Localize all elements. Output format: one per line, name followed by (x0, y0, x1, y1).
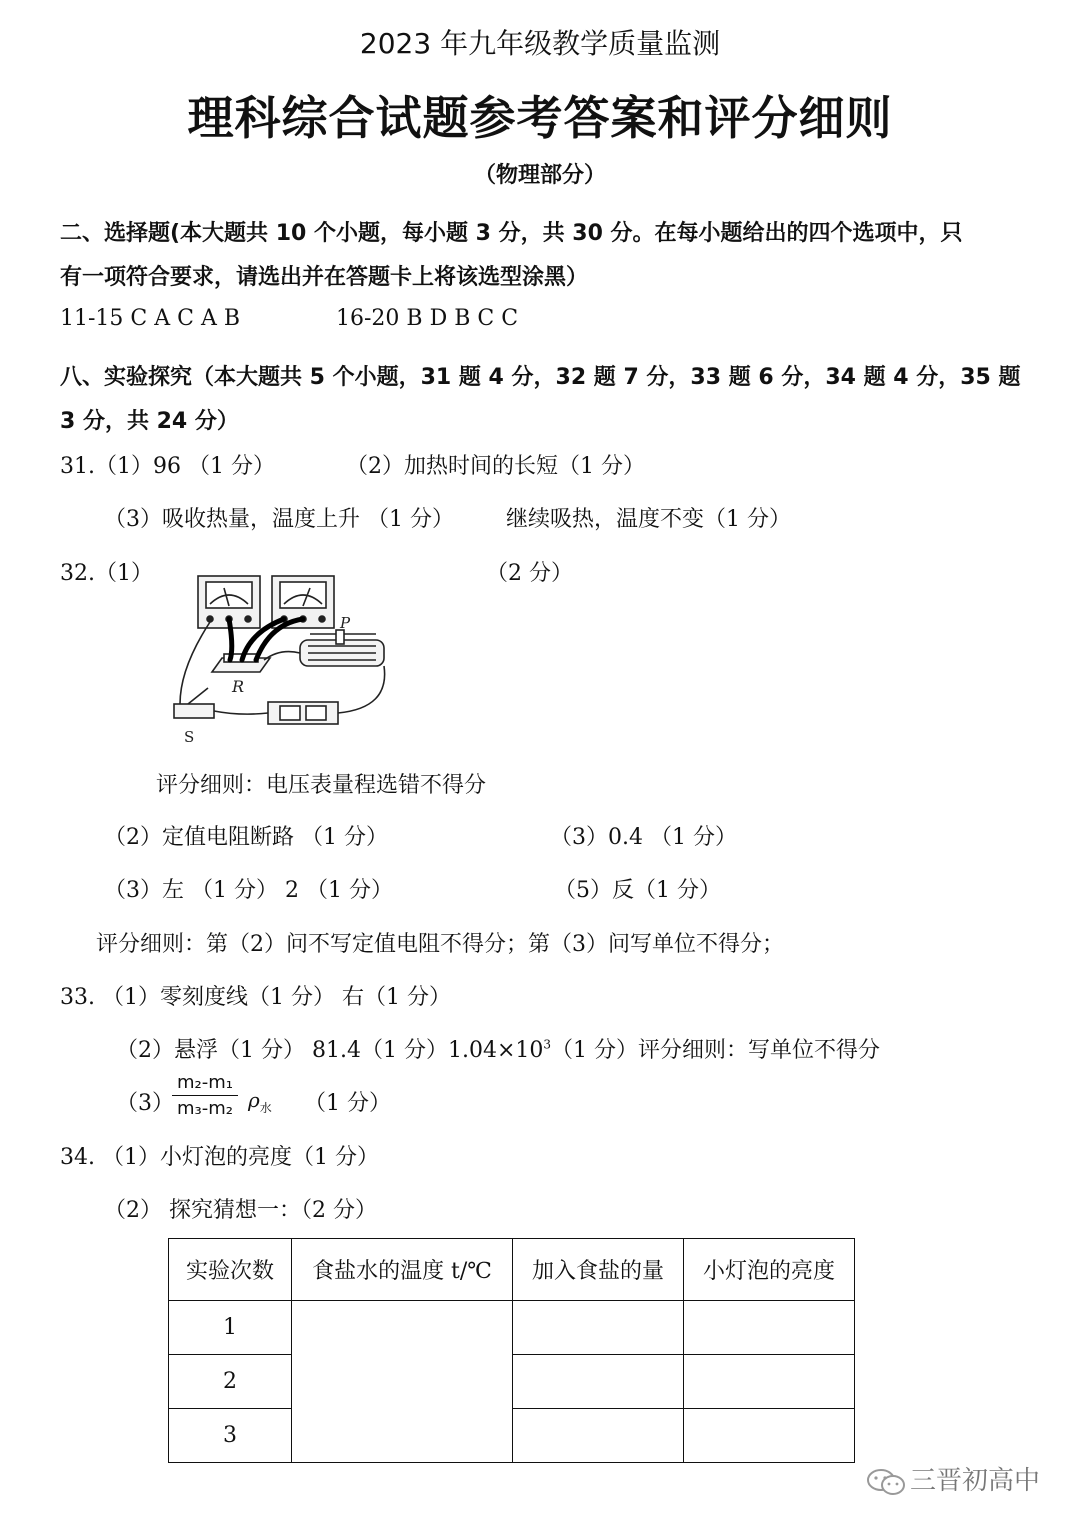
watermark-text: 三晋初高中 (910, 1466, 1041, 1496)
rho-subscript: 水 (259, 1101, 272, 1115)
q33-exponent: 3 (543, 1037, 552, 1052)
q33-answer-2-tail: （1 分）评分细则：写单位不得分 (551, 1038, 881, 1063)
label-s: S (184, 728, 195, 746)
q33-answer-1: 33. （1）零刻度线（1 分） 右（1 分） (60, 985, 451, 1010)
rho-symbol: ρ (248, 1088, 260, 1112)
section-8-heading-line1: 八、实验探究（本大题共 5 个小题，31 题 4 分，32 题 7 分，33 题 6 分，34 题 4 分，35 题 (60, 365, 1021, 390)
q31-answer-4: 继续吸热，温度不变（1 分） (506, 507, 791, 532)
q31-answer-1: 31.（1）96 （1 分） (60, 454, 275, 479)
table-cell (684, 1301, 855, 1355)
q34-answer-1: 34. （1）小灯泡的亮度（1 分） (60, 1145, 379, 1170)
circuit-diagram (160, 568, 416, 748)
rho-water (248, 1088, 272, 1116)
q32-answer-3: （3）0.4 （1 分） (550, 825, 737, 850)
table-cell (513, 1355, 684, 1409)
section-8-heading-line2: 3 分，共 24 分） (60, 409, 239, 434)
table-cell (684, 1409, 855, 1463)
q32-number: 32.（1） (60, 561, 153, 586)
fraction-numerator: m₂-m₁ (172, 1072, 238, 1096)
q32-answer-5: （5）反（1 分） (554, 878, 721, 903)
switch (174, 704, 214, 718)
density-fraction (172, 1072, 238, 1119)
q33-answer-2 (116, 1033, 880, 1064)
watermark (866, 1460, 1040, 1497)
answers-16-20: 16-20 B D B C C (336, 306, 519, 331)
wechat-icon (866, 1467, 906, 1497)
experiment-table (168, 1238, 855, 1463)
page-title: 理科综合试题参考答案和评分细则 (187, 91, 893, 145)
table-cell-trial: 2 (169, 1355, 292, 1409)
table-cell (513, 1301, 684, 1355)
table-header-cell: 食盐水的温度 t/℃ (292, 1239, 513, 1301)
answer-wire-1 (229, 619, 232, 660)
q33-answer-3-prefix: （3） (116, 1091, 174, 1116)
q33-answer-2-main: （2）悬浮（1 分） 81.4（1 分）1.04×10 (116, 1038, 544, 1063)
table-header-cell: 小灯泡的亮度 (684, 1239, 855, 1301)
table-row (169, 1301, 855, 1355)
q32-note-2: 评分细则：第（2）问不写定值电阻不得分；第（3）问写单位不得分； (96, 932, 784, 957)
battery (268, 702, 338, 724)
q33-answer-3-score: （1 分） (304, 1091, 391, 1116)
fraction-denominator: m₃-m₂ (177, 1098, 233, 1119)
section-2-heading-line2: 有一项符合要求，请选出并在答题卡上将该选型涂黑） (60, 265, 589, 290)
q34-answer-2: （2） 探究猜想一：（2 分） (104, 1198, 377, 1223)
label-p: P (340, 614, 351, 632)
table-cell-trial: 3 (169, 1409, 292, 1463)
q32-score: （2 分） (486, 561, 573, 586)
q32-note-1: 评分细则：电压表量程选错不得分 (156, 773, 487, 798)
table-cell-trial: 1 (169, 1301, 292, 1355)
label-r: R (232, 677, 245, 696)
exam-heading: 2023 年九年级教学质量监测 (359, 27, 721, 60)
table-cell (513, 1409, 684, 1463)
table-cell-merged-temperature (292, 1301, 513, 1463)
table-header-row (169, 1239, 855, 1301)
section-2-heading-line1: 二、选择题(本大题共 10 个小题，每小题 3 分，共 30 分。在每小题给出的四个选项中，只 (60, 221, 963, 246)
q31-answer-3: （3）吸收热量，温度上升 （1 分） (104, 507, 454, 532)
page-subtitle: （物理部分） (473, 163, 606, 188)
answers-11-15: 11-15 C A C A B (60, 306, 240, 331)
table-header-cell: 实验次数 (169, 1239, 292, 1301)
q32-answer-4: （3）左 （1 分） 2 （1 分） (104, 878, 393, 903)
q31-answer-2: （2）加热时间的长短（1 分） (346, 454, 645, 479)
table-cell (684, 1355, 855, 1409)
q32-answer-2: （2）定值电阻断路 （1 分） (104, 825, 388, 850)
table-header-cell: 加入食盐的量 (513, 1239, 684, 1301)
